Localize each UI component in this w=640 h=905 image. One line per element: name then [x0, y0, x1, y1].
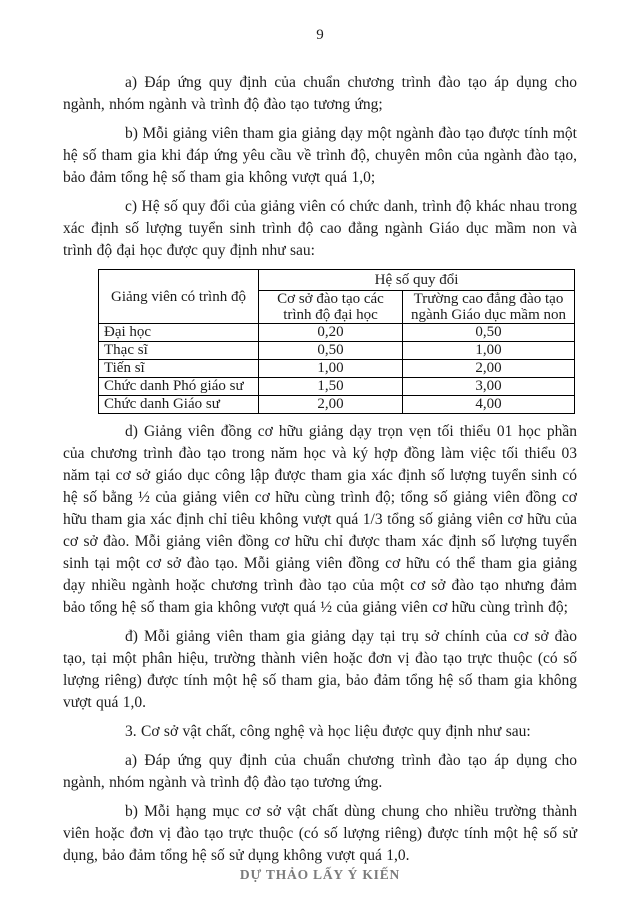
paragraph-b2-shared-facilities: b) Mỗi hạng mục cơ sở vật chất dùng chung cho nhiều trường thành viên hoặc đơn vị đào tạo trực thuộc (có số lượng riêng) được tính một hệ số sử dụng, bảo đảm tổng hệ số sử dụng không vượt quá 1,0.: [63, 803, 577, 864]
paragraph-c-conversion-intro: c) Hệ số quy đổi của giảng viên có chức danh, trình độ khác nhau trong xác định số lượng tuyển sinh trình độ cao đẳng ngành Giáo dục mầm non và trình độ đại học được quy định như sau:: [63, 198, 577, 259]
paragraph-dd-main-campus: đ) Mỗi giảng viên tham gia giảng dạy tại trụ sở chính của cơ sở đào tạo, tại một phân hiệu, trường thành viên hoặc đơn vị đào tạo trực thuộc (có số lượng riêng) được tính một hệ số tham gia, bảo đảm tổng hệ số tham gia không vượt quá 1,0.: [63, 628, 577, 711]
table-header-conversion-coefficient: Hệ số quy đổi: [259, 270, 575, 291]
paragraph-a2-program-standards: a) Đáp ứng quy định của chuẩn chương trình đào tạo áp dụng cho ngành, nhóm ngành và trình độ đào tạo tương ứng.: [63, 752, 577, 791]
conversion-coefficient-table: [98, 269, 575, 414]
table-row: [99, 342, 575, 360]
page-number: 9: [316, 27, 324, 43]
table-header-row-group: [99, 270, 575, 291]
table-cell-college-value: 1,00: [403, 342, 575, 360]
table-row: [99, 396, 575, 414]
paragraph-a-admission: a) Đáp ứng quy định của chuẩn chương trình đào tạo áp dụng cho ngành, nhóm ngành và trình độ đào tạo tương ứng;: [63, 74, 577, 113]
draft-watermark: DỰ THẢO LẤY Ý KIẾN: [239, 867, 401, 882]
paragraph-d-co-tenured-lecturers: d) Giảng viên đồng cơ hữu giảng dạy trọn vẹn tối thiểu 01 học phần của chương trình đào tạo trong năm học và ký hợp đồng làm việc tối thiểu 03 năm tại cơ sở giáo dục công lập được tham gia xác định số lượng tuyển sinh có hệ số bằng ½ của giảng viên cơ hữu cùng trình độ; tổng số giảng viên đồng cơ hữu tham gia xác định chỉ tiêu không vượt quá 1/3 tổng số giảng viên cơ hữu của cơ sở đào. Mỗi giảng viên đồng cơ hữu chỉ được tham xác định số lượng tuyển sinh tại một cơ sở đào tạo. Mỗi giảng viên đồng cơ hữu có thể tham gia giảng dạy nhiều ngành hoặc chương trình đào tạo của một cơ sở đào tạo nhưng đảm bảo tổng hệ số tham gia không vượt quá ½ của giảng viên cơ hữu cùng trình độ;: [63, 423, 577, 616]
document-body: [63, 72, 577, 874]
table-cell-level: Đại học: [99, 324, 259, 342]
table-cell-level: Chức danh Giáo sư: [99, 396, 259, 414]
table-cell-college-value: 3,00: [403, 378, 575, 396]
table-cell-college-value: 4,00: [403, 396, 575, 414]
table-cell-university-value: 0,50: [259, 342, 403, 360]
table-cell-level: Thạc sĩ: [99, 342, 259, 360]
table-row: [99, 324, 575, 342]
table-cell-college-value: 2,00: [403, 360, 575, 378]
table-cell-college-value: 0,50: [403, 324, 575, 342]
table-row: [99, 378, 575, 396]
table-cell-level: Chức danh Phó giáo sư: [99, 378, 259, 396]
table-cell-level: Tiến sĩ: [99, 360, 259, 378]
paragraph-b-lecturer-coefficient: b) Mỗi giảng viên tham gia giảng dạy một ngành đào tạo được tính một hệ số tham gia khi đáp ứng yêu cầu về trình độ, chuyên môn của ngành đào tạo, bảo đảm tổng hệ số tham gia không vượt quá 1,0;: [63, 125, 577, 186]
table-header-preschool-colleges: Trường cao đẳng đào tạo ngành Giáo dục mầm non: [403, 291, 575, 324]
table-cell-university-value: 1,00: [259, 360, 403, 378]
table-cell-university-value: 1,50: [259, 378, 403, 396]
table-cell-university-value: 0,20: [259, 324, 403, 342]
table-cell-university-value: 2,00: [259, 396, 403, 414]
paragraph-3-facilities-heading: 3. Cơ sở vật chất, công nghệ và học liệu được quy định như sau:: [125, 723, 531, 740]
table-header-lecturer-level: Giảng viên có trình độ: [99, 270, 259, 324]
table-header-university-institutions: Cơ sở đào tạo các trình độ đại học: [259, 291, 403, 324]
table-row: [99, 360, 575, 378]
